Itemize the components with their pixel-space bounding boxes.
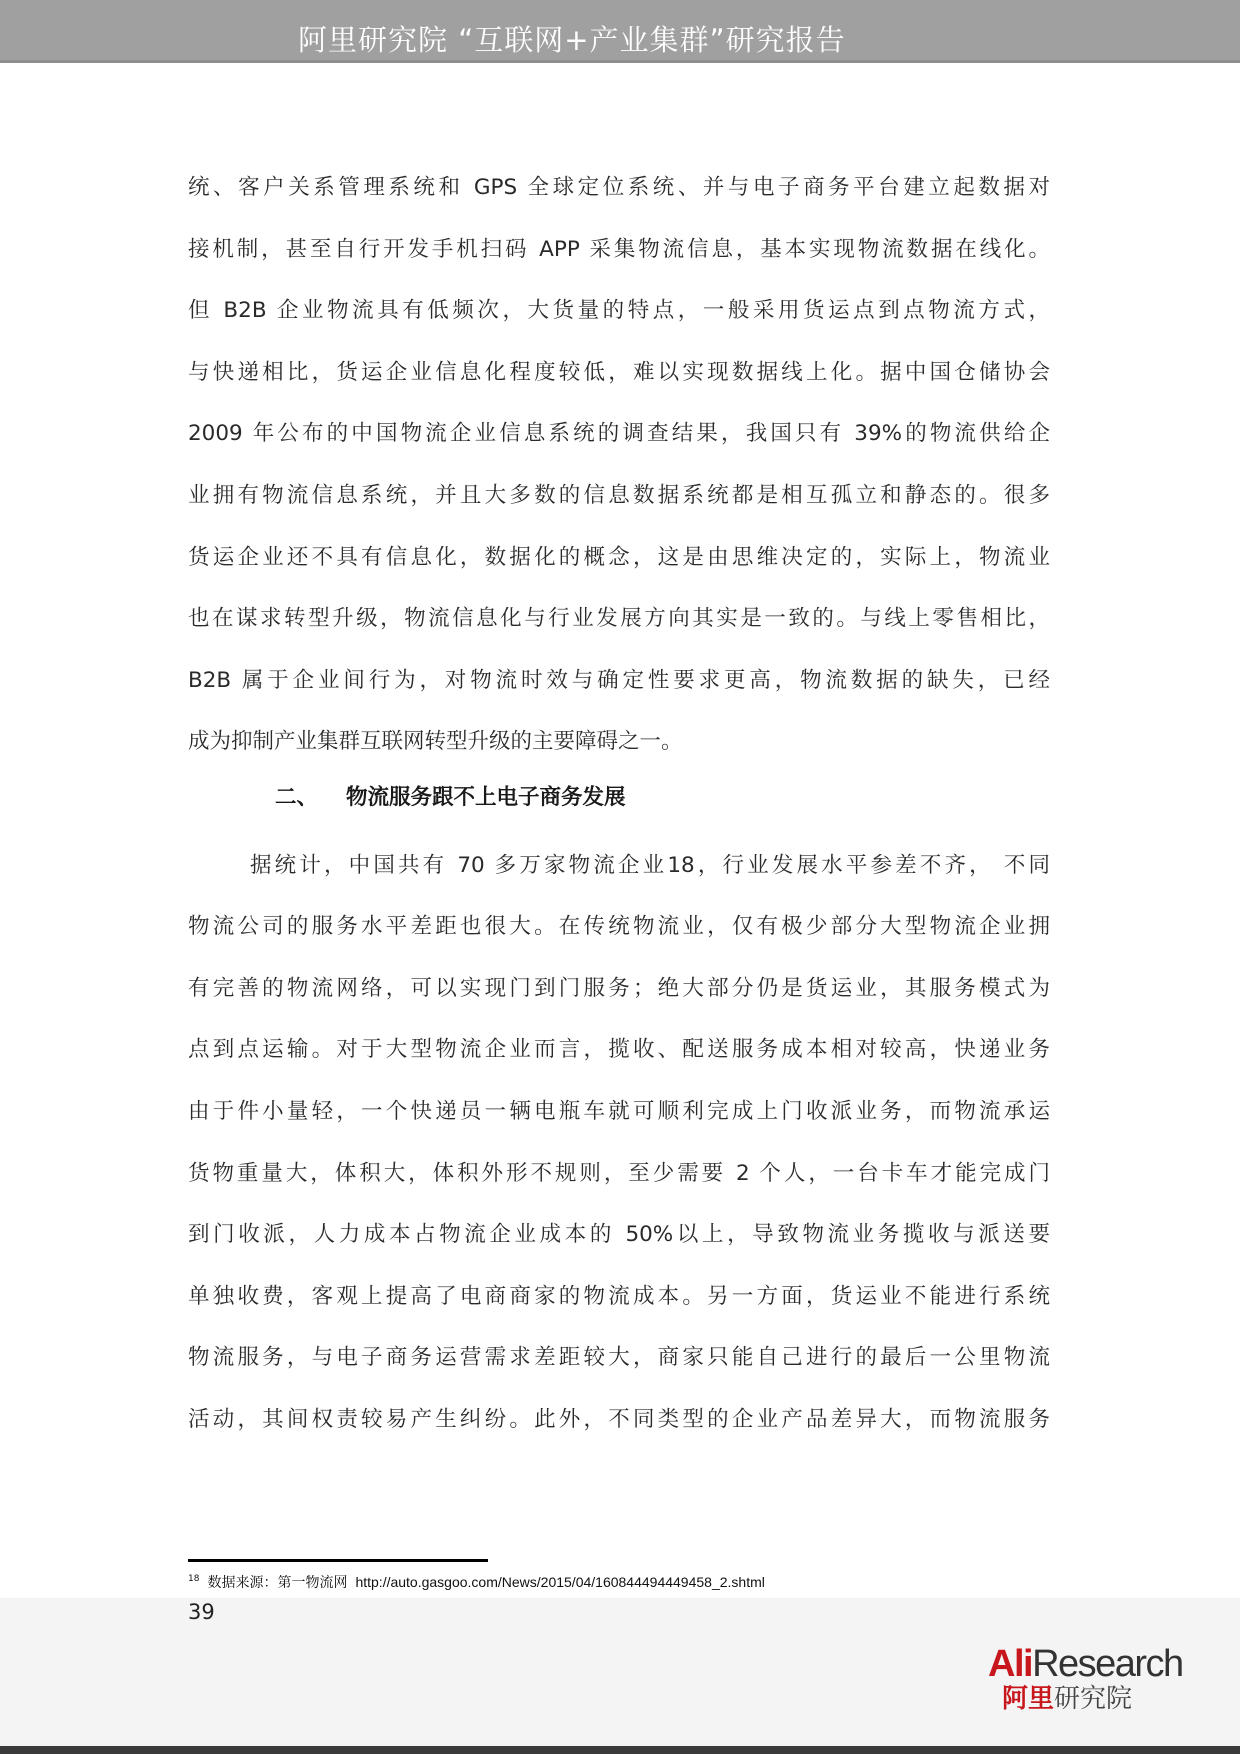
header-title: 阿里研究院 “互联网+产业集群”研究报告 <box>298 23 846 57</box>
text-line: 由于件小量轻，一个快递员一辆电瓶车就可顺利完成上门收派业务，而物流承运 <box>188 1099 1050 1124</box>
text-line: 业拥有物流信息系统，并且大多数的信息数据系统都是相互孤立和静态的。很多 <box>188 483 1050 508</box>
text-line: 接机制，甚至自行开发手机扫码 APP 采集物流信息，基本实现物流数据在线化。 <box>188 236 1050 262</box>
text-line: 物流公司的服务水平差距也很大。在传统物流业，仅有极少部分大型物流企业拥 <box>188 914 1050 940</box>
footnote-divider <box>188 1559 488 1562</box>
section-heading <box>275 781 654 815</box>
footnote-link[interactable]: http://auto.gasgoo.com/News/2015/04/160844494449458_2.shtml <box>355 1574 765 1590</box>
logo-ali: Ali <box>988 1643 1033 1685</box>
logo-cn-research: 研究院 <box>1054 1684 1133 1714</box>
section-title: 物流服务跟不上电子商务发展 <box>346 785 626 810</box>
logo-research: Research <box>1032 1643 1183 1685</box>
bottom-bar <box>0 1746 1240 1754</box>
text-line: 货物重量大，体积大，体积外形不规则，至少需要 2 个人，一台卡车才能完成门 <box>188 1160 1050 1186</box>
text-line: 有完善的物流网络，可以实现门到门服务；绝大部分仍是货运业，其服务模式为 <box>188 975 1050 1001</box>
text-line: 与快递相比，货运企业信息化程度较低，难以实现数据线上化。据中国仓储协会 <box>188 359 1050 385</box>
text-line: 2009 年公布的中国物流企业信息系统的调查结果，我国只有 39%的物流供给企 <box>188 421 1050 447</box>
footnote <box>188 1572 765 1592</box>
aliresearch-logo <box>988 1644 1183 1714</box>
footnote-label: 数据来源：第一物流网 <box>207 1575 348 1591</box>
text-line: 成为抑制产业集群互联网转型升级的主要障碍之一。 <box>188 729 683 755</box>
text-line: 据统计，中国共有 70 多万家物流企业18，行业发展水平参差不齐， 不同 <box>250 852 1050 878</box>
text-line: 活动，其间权责较易产生纠纷。此外，不同类型的企业产品差异大，而物流服务 <box>188 1407 1050 1432</box>
page-number: 39 <box>188 1600 215 1624</box>
footnote-number: 18 <box>188 1574 200 1585</box>
page-header <box>0 0 1240 63</box>
text-line: 到门收派，人力成本占物流企业成本的 50%以上，导致物流业务揽收与派送要 <box>188 1222 1050 1248</box>
text-line: 但 B2B 企业物流具有低频次，大货量的特点，一般采用货运点到点物流方式， <box>188 298 1050 324</box>
text-line: 单独收费，客观上提高了电商商家的物流成本。另一方面，货运业不能进行系统 <box>188 1283 1050 1309</box>
text-line: B2B 属于企业间行为，对物流时效与确定性要求更高，物流数据的缺失，已经 <box>188 667 1050 693</box>
text-line: 物流服务，与电子商务运营需求差距较大，商家只能自己进行的最后一公里物流 <box>188 1345 1050 1371</box>
logo-cn-ali: 阿里 <box>1002 1684 1055 1714</box>
text-line: 点到点运输。对于大型物流企业而言，揽收、配送服务成本相对较高，快递业务 <box>188 1037 1050 1063</box>
text-line: 统、客户关系管理系统和 GPS 全球定位系统、并与电子商务平台建立起数据对 <box>188 175 1050 200</box>
text-line: 也在谋求转型升级，物流信息化与行业发展方向其实是一致的。与线上零售相比， <box>188 606 1050 632</box>
text-line: 货运企业还不具有信息化，数据化的概念，这是由思维决定的，实际上，物流业 <box>188 544 1050 570</box>
section-number: 二、 <box>275 785 319 810</box>
